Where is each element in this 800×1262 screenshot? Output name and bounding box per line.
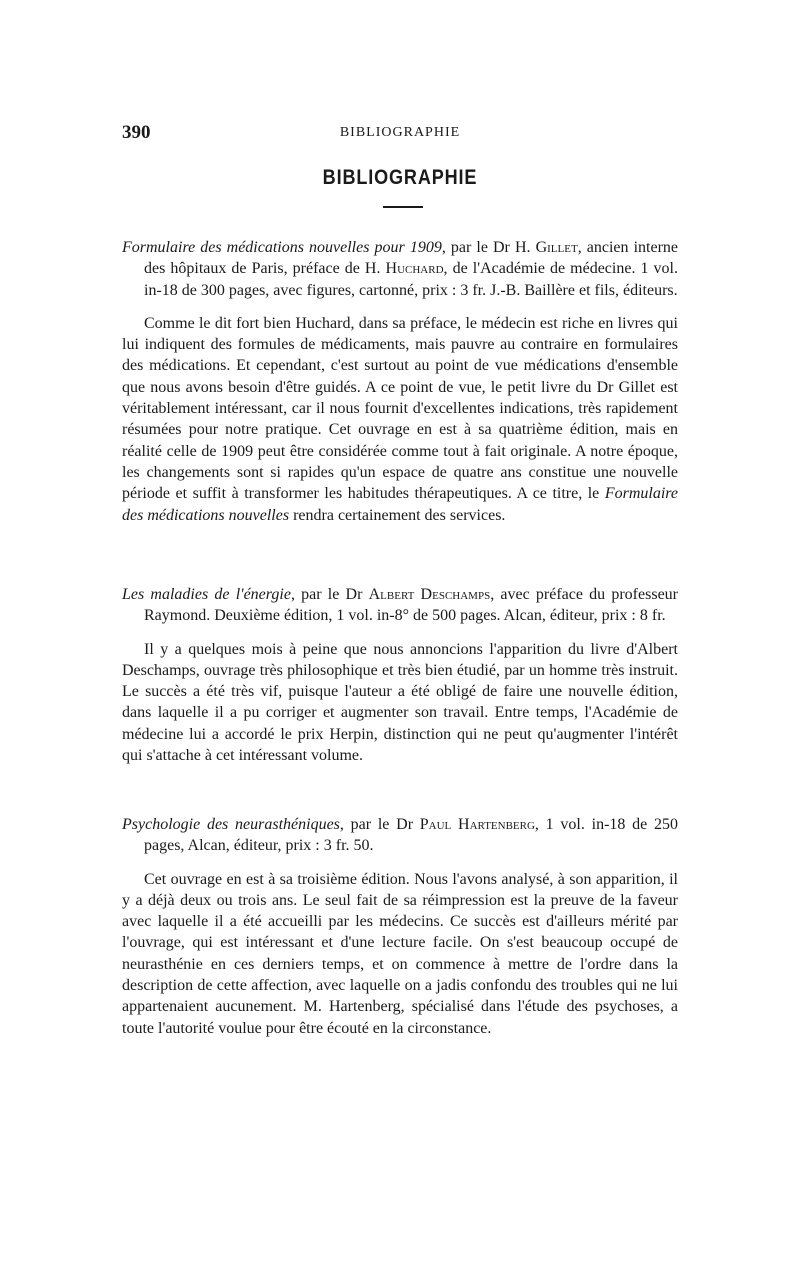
review-maladies-energie	[122, 584, 678, 766]
page-number: 390	[122, 122, 151, 143]
running-head	[122, 122, 678, 146]
author-name: Paul Hartenberg	[419, 816, 535, 833]
book-title: Les maladies de l'énergie	[122, 586, 291, 603]
author-name: Albert Deschamps	[368, 586, 491, 603]
book-title: Psychologie des neurasthéniques	[122, 816, 340, 833]
review-formulaire	[122, 237, 678, 526]
running-title: BIBLIOGRAPHIE	[339, 125, 461, 140]
bibliographic-reference: Les maladies de l'énergie, par le Dr Albert Deschamps, avec préface du professeur Raymond. Deuxième édition, 1 vol. in-8° de 500 pages. Alcan, éditeur, prix : 8 fr.	[122, 586, 678, 625]
section-title: BIBLIOGRAPHIE	[322, 166, 478, 189]
book-title: Formulaire des médications nouvelles pour 1909	[122, 239, 442, 256]
review-body: Comme le dit fort bien Huchard, dans sa préface, le médecin est riche en livres qui lui indiquent des formules de médicaments, mais pauvre au contraire en formulaires des médications. Et cependant, c'est surtout au point de vue médications d'ensemble que nous avons besoin d'être guidés. A ce point de vue, le petit livre du Dr Gillet est véritablement intéressant, car il nous fournit d'excellentes indications, très rapidement résumées pour notre pratique. Cet ouvrage en est à sa quatrième édition, mais en réalité celle de 1909 peut être considérée comme tout à fait originale. A notre époque, les changements sont si rapides qu'un espace de quatre ans constitue une nouvelle période et suffit à transformer les habitudes thérapeutiques. A ce titre, le Formulaire des médications nouvelles rendra certainement des services.	[122, 314, 678, 524]
author-name: Gillet	[535, 239, 578, 256]
preface-author: Huchard	[385, 260, 444, 278]
bibliographic-reference: Psychologie des neurasthéniques, par le Dr Paul Hartenberg, 1 vol. in-18 de 250 pages, Alcan, éditeur, prix : 3 fr. 50.	[122, 816, 678, 855]
review-body: Cet ouvrage en est à sa troisième édition. Nous l'avons analysé, à son apparition, il y a déjà deux ou trois ans. Le seul fait de sa réimpression est la preuve de la faveur avec laquelle il a été accueilli par les médecins. Ce succès est d'ailleurs mérité par l'ouvrage, qui est intéressant et d'une lecture facile. On s'est beaucoup occupé de neurasthénie en ces derniers temps, et on commence à mettre de l'ordre dans la description de cette affection, avec laquelle on a jadis confondu des troubles qui ne lui appartenaient aucunement. M. Hartenberg, spécialisé dans l'étude des psychoses, a toute l'autorité voulue pour être écouté en la circonstance.	[122, 870, 678, 1037]
review-psychologie-neurastheniques	[122, 814, 678, 1039]
title-rule	[383, 206, 423, 208]
review-body: Il y a quelques mois à peine que nous annoncions l'apparition du livre d'Albert Deschamps, ouvrage très philosophique et très bien étudié, par un homme très instruit. Le succès a été très vif, puisque l'auteur a été obligé de faire une nouvelle édition, dans laquelle il a pu corriger et augmenter son travail. Entre temps, l'Académie de médecine lui a accordé le prix Herpin, distinction qui ne peut qu'augmenter l'intérêt qui s'attache à cet intéressant volume.	[122, 640, 678, 765]
bibliographic-reference: Formulaire des médications nouvelles pour 1909, par le Dr H. Gillet, ancien interne des hôpitaux de Paris, préface de H. Huchard, de l'Académie de médecine. 1 vol. in-18 de 300 pages, avec figures, cartonné, prix : 3 fr. J.-B. Baillère et fils, éditeurs.	[122, 239, 679, 299]
